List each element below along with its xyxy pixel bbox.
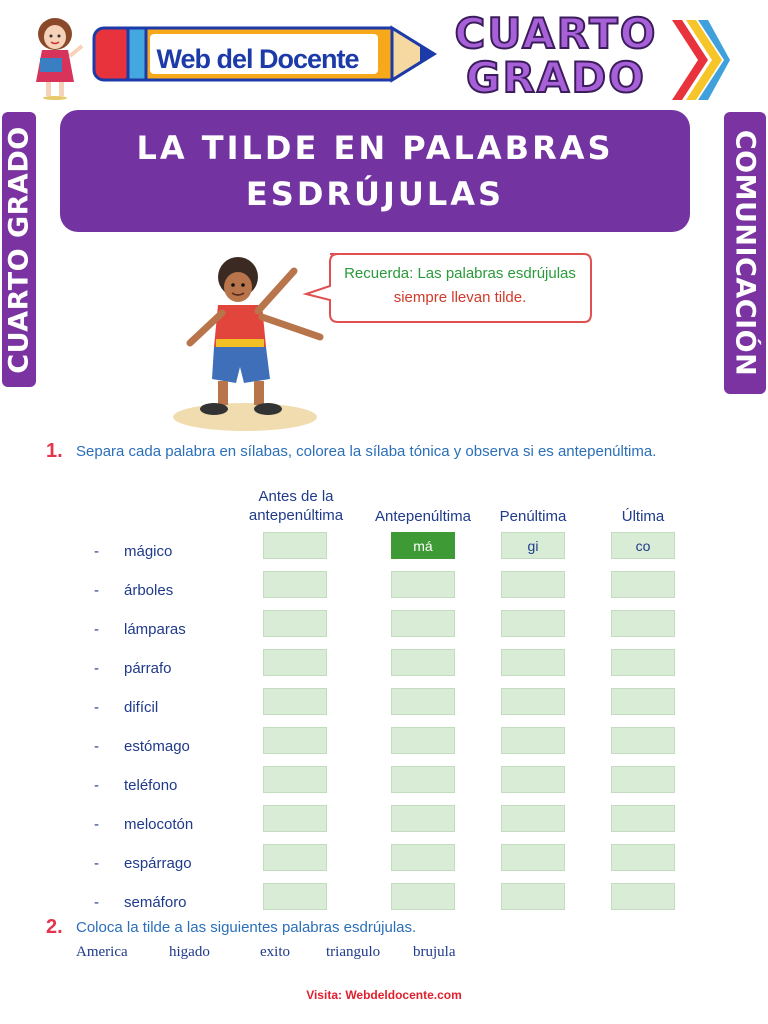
syllable-cell[interactable]: [501, 571, 565, 598]
syllable-cell[interactable]: [263, 805, 327, 832]
syllable-cell[interactable]: [611, 766, 675, 793]
row-dash: -: [94, 543, 99, 560]
syllable-cell[interactable]: [611, 610, 675, 637]
syllable-cell[interactable]: [611, 688, 675, 715]
row-dash: -: [94, 777, 99, 794]
grade-badge-line2: GRADO: [466, 53, 646, 102]
footer-link[interactable]: Visita: Webdeldocente.com: [306, 988, 462, 1002]
exercise2-word: brujula: [413, 944, 456, 960]
row-word: lámparas: [124, 621, 186, 638]
syllable-cell[interactable]: [391, 766, 455, 793]
row-dash: -: [94, 738, 99, 755]
syllable-cell[interactable]: [263, 571, 327, 598]
syllable-cell[interactable]: [391, 610, 455, 637]
syllable-cell[interactable]: [611, 844, 675, 871]
syllable-cell[interactable]: [263, 688, 327, 715]
row-word: mágico: [124, 543, 173, 560]
exercise2-word: higado: [169, 944, 210, 960]
syllable-cell[interactable]: [391, 571, 455, 598]
syllable-cell[interactable]: [391, 727, 455, 754]
syllable-cell[interactable]: [501, 727, 565, 754]
syllable-cell[interactable]: [611, 571, 675, 598]
side-label-subject: COMUNICACIÓN: [724, 112, 766, 394]
side-label-grade: CUARTO GRADO: [2, 112, 36, 387]
column-header: Antepenúltima: [375, 508, 471, 525]
page-title: LA TILDE EN PALABRAS ESDRÚJULAS: [136, 129, 614, 213]
syllable-cell[interactable]: [391, 844, 455, 871]
syllable-cell[interactable]: [391, 649, 455, 676]
bubble-text: [335, 262, 585, 310]
row-dash: -: [94, 816, 99, 833]
syllable-cell[interactable]: [263, 532, 327, 559]
exercise1-number: 1.: [46, 440, 63, 462]
row-word: árboles: [124, 582, 174, 599]
exercise2-number: 2.: [46, 916, 63, 938]
syllable-cell[interactable]: [501, 883, 565, 910]
chevron-decoration: [668, 18, 730, 102]
syllable-cell[interactable]: [611, 805, 675, 832]
teacher-illustration: [22, 12, 88, 100]
exercise2-word: exito: [260, 944, 290, 960]
row-dash: -: [94, 582, 99, 599]
syllable-cell[interactable]: [263, 883, 327, 910]
row-word: difícil: [124, 699, 159, 716]
grade-badge: [440, 9, 672, 102]
syllable-cell[interactable]: [501, 649, 565, 676]
column-header: Antes de la antepenúltima: [248, 488, 344, 524]
syllable-cell[interactable]: má: [391, 532, 455, 559]
row-word: estómago: [124, 738, 190, 755]
syllable-cell[interactable]: [611, 727, 675, 754]
exercise1-instruction: Separa cada palabra en sílabas, colorea la sílaba tónica y observa si es antepenúltima.: [76, 443, 657, 460]
grade-badge-line1: CUARTO: [454, 9, 658, 58]
syllable-cell[interactable]: [391, 883, 455, 910]
syllable-cell[interactable]: [501, 688, 565, 715]
syllable-cell[interactable]: gi: [501, 532, 565, 559]
row-word: teléfono: [124, 777, 178, 794]
column-header: Última: [621, 508, 665, 525]
exercise2-word: triangulo: [326, 944, 381, 960]
row-word: semáforo: [124, 894, 187, 911]
brand-logo-text: Web del Docente: [156, 43, 359, 74]
row-word: espárrago: [124, 855, 192, 872]
bubble-line1: Recuerda: Las palabras esdrújulas: [344, 265, 576, 282]
syllable-cell[interactable]: [501, 805, 565, 832]
syllable-cell[interactable]: [263, 766, 327, 793]
row-dash: -: [94, 621, 99, 638]
title-banner: [60, 110, 690, 232]
exercise2-word: America: [76, 944, 128, 960]
column-header: Penúltima: [499, 508, 567, 525]
bubble-line2: siempre llevan tilde.: [393, 289, 527, 306]
syllable-cell[interactable]: [501, 610, 565, 637]
syllable-cell[interactable]: [611, 883, 675, 910]
row-dash: -: [94, 894, 99, 911]
syllable-cell[interactable]: [263, 727, 327, 754]
row-word: melocotón: [124, 816, 194, 833]
row-dash: -: [94, 855, 99, 872]
syllable-cell[interactable]: [611, 649, 675, 676]
syllable-cell[interactable]: [263, 610, 327, 637]
row-word: párrafo: [124, 660, 172, 677]
row-dash: -: [94, 660, 99, 677]
syllable-cell[interactable]: [391, 688, 455, 715]
exercise2-instruction: Coloca la tilde a las siguientes palabras esdrújulas.: [76, 919, 417, 936]
row-dash: -: [94, 699, 99, 716]
syllable-cell[interactable]: co: [611, 532, 675, 559]
syllable-cell[interactable]: [391, 805, 455, 832]
syllable-cell[interactable]: [501, 766, 565, 793]
syllable-cell[interactable]: [263, 844, 327, 871]
syllable-cell[interactable]: [501, 844, 565, 871]
syllable-cell[interactable]: [263, 649, 327, 676]
